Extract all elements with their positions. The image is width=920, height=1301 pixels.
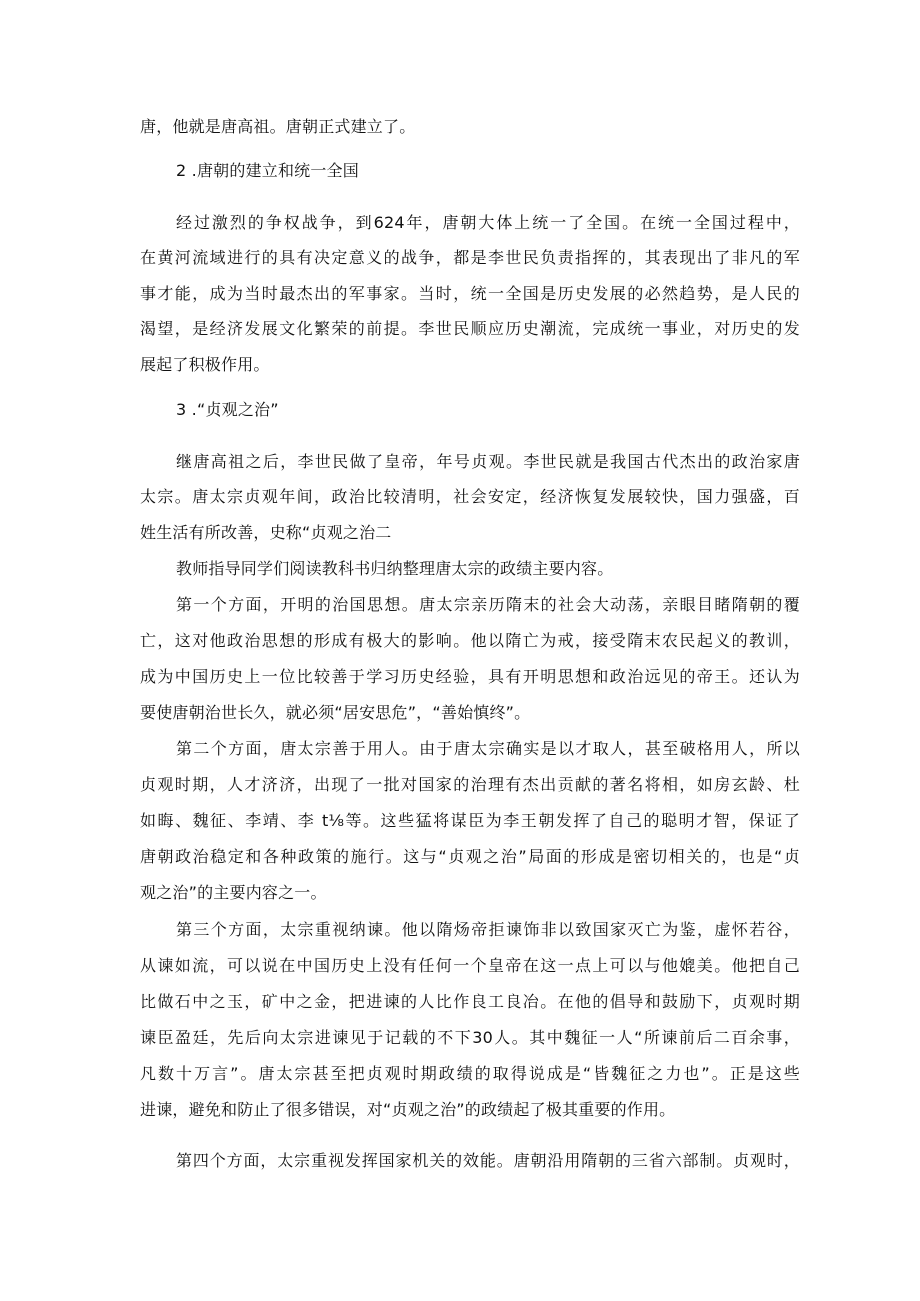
text-line: 在黄河流域进行的具有决定意义的战争，都是李世民负责指挥的，其表现出了非凡的军	[140, 248, 800, 267]
text-line: 进谏，避免和防止了很多错误，对“贞观之治”的政绩起了极其重要的作用。	[140, 1100, 676, 1119]
text-line: 事才能，成为当时最杰出的军事家。当时，统一全国是历史发展的必然趋势，是人民的	[140, 284, 800, 303]
text-line: 凡数十万言”。唐太宗甚至把贞观时期政绩的取得说成是“皆魏征之力也”。正是这些	[140, 1064, 800, 1083]
text-line: 继唐高祖之后，李世民做了皇帝，年号贞观。李世民就是我国古代杰出的政治家唐	[176, 452, 800, 471]
text-line: 太宗。唐太宗贞观年间，政治比较清明，社会安定，经济恢复发展较快，国力强盛，百	[140, 487, 800, 506]
text-line: 成为中国历史上一位比较善于学习历史经验，具有开明思想和政治远见的帝王。还认为	[140, 667, 800, 686]
text-line: 如晦、魏征、李靖、李 t⅛等。这些猛将谋臣为李王朝发挥了自己的聪明才智，保证了	[140, 811, 800, 830]
text-line: 从谏如流，可以说在中国历史上没有任何一个皇帝在这一点上可以与他媲美。他把自己	[140, 956, 800, 975]
text-line: 唐朝政治稳定和各种政策的施行。这与“贞观之治”局面的形成是密切相关的，也是“贞	[140, 847, 800, 866]
text-line: 渴望，是经济发展文化繁荣的前提。李世民顺应历史潮流，完成统一事业，对历史的发	[140, 319, 800, 338]
text-line: 经过激烈的争权战争，到624年，唐朝大体上统一了全国。在统一全国过程中，	[176, 213, 800, 232]
text-line: 姓生活有所改善，史称“贞观之治二	[140, 523, 392, 542]
text-line: 亡，这对他政治思想的形成有极大的影响。他以隋亡为戒，接受隋末农民起义的教训，	[140, 631, 800, 650]
text-line: 唐，他就是唐高祖。唐朝正式建立了。	[140, 117, 416, 136]
section-heading: 2 .唐朝的建立和统一全国	[176, 161, 359, 180]
text-line: 比做石中之玉，矿中之金，把进谏的人比作良工良冶。在他的倡导和鼓励下，贞观时期	[140, 992, 800, 1011]
text-line: 教师指导同学们阅读教科书归纳整理唐太宗的政绩主要内容。	[176, 559, 614, 578]
text-line: 第一个方面，开明的治国思想。唐太宗亲历隋末的社会大动荡，亲眼目睹隋朝的覆	[176, 595, 800, 614]
text-line: 展起了积极作用。	[140, 355, 270, 374]
text-line: 观之治”的主要内容之一。	[140, 883, 327, 902]
text-line: 贞观时期，人才济济，出现了一批对国家的治理有杰出贡献的著名将相，如房玄龄、杜	[140, 775, 800, 794]
text-line: 第四个方面，太宗重视发挥国家机关的效能。唐朝沿用隋朝的三省六部制。贞观时，	[176, 1151, 800, 1170]
text-line: 谏臣盈廷，先后向太宗进谏见于记载的不下30人。其中魏征一人“所谏前后二百余事，	[140, 1028, 800, 1047]
section-heading: 3 .“贞观之治”	[176, 400, 279, 419]
text-line: 要使唐朝治世长久，就必须“居安思危”，“善始慎终”。	[140, 703, 531, 722]
text-line: 第二个方面，唐太宗善于用人。由于唐太宗确实是以才取人，甚至破格用人，所以	[176, 739, 800, 758]
text-line: 第三个方面，太宗重视纳谏。他以隋炀帝拒谏饰非以致国家灭亡为鉴，虚怀若谷，	[176, 920, 800, 939]
